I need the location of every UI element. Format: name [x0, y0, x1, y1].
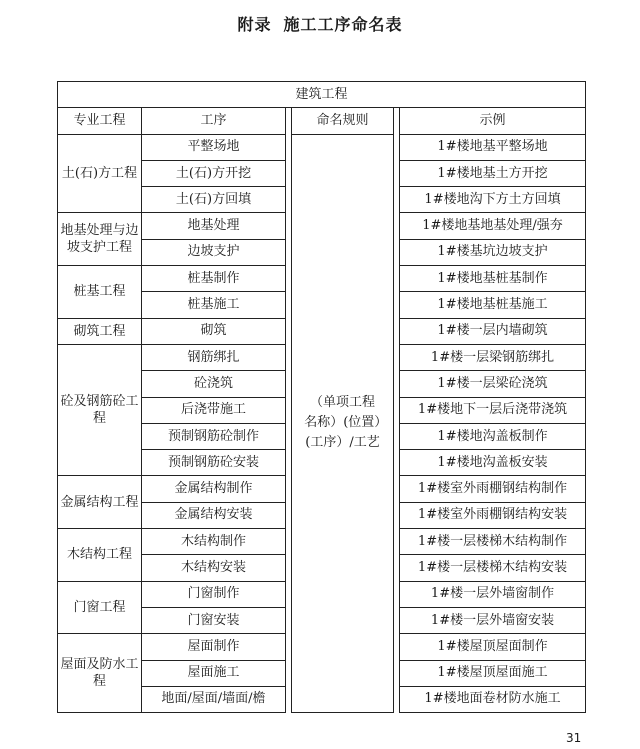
page-number: 31	[566, 731, 582, 745]
discipline-cell: 砌筑工程	[58, 318, 142, 344]
example-cell: 1#楼地沟盖板制作	[400, 423, 586, 449]
example-cell: 1#楼地下一层后浇带浇筑	[400, 397, 586, 423]
process-cell: 木结构制作	[142, 529, 286, 555]
process-cell: 屋面制作	[142, 634, 286, 660]
example-cell: 1#楼一层梁钢筋绑扎	[400, 344, 586, 370]
discipline-cell: 砼及钢筋砼工程	[58, 344, 142, 475]
process-cell: 土(石)方回填	[142, 187, 286, 213]
process-cell: 砌筑	[142, 318, 286, 344]
example-cell: 1#楼地基土方开挖	[400, 160, 586, 186]
example-cell: 1#楼一层楼梯木结构安装	[400, 555, 586, 581]
example-cell: 1#楼地基地基处理/强夯	[400, 213, 586, 239]
process-cell: 金属结构安装	[142, 502, 286, 528]
discipline-cell: 桩基工程	[58, 266, 142, 319]
section-header-row	[58, 82, 586, 108]
process-cell: 预制钢筋砼安装	[142, 450, 286, 476]
example-cell: 1#楼室外雨棚钢结构安装	[400, 502, 586, 528]
process-cell: 砼浇筑	[142, 371, 286, 397]
title-part-1: 附录	[237, 15, 272, 34]
example-cell: 1#楼地沟下方土方回填	[400, 187, 586, 213]
example-cell: 1#楼一层楼梯木结构制作	[400, 529, 586, 555]
discipline-cell: 地基处理与边坡支护工程	[58, 213, 142, 266]
section-header: 建筑工程	[58, 82, 586, 108]
table-body	[58, 134, 586, 713]
discipline-cell: 土(石)方工程	[58, 134, 142, 213]
example-cell: 1#楼一层梁砼浇筑	[400, 371, 586, 397]
example-cell: 1#楼地基桩基施工	[400, 292, 586, 318]
column-header-discipline: 专业工程	[58, 108, 142, 134]
example-cell: 1#楼屋顶屋面施工	[400, 660, 586, 686]
process-cell: 桩基施工	[142, 292, 286, 318]
process-cell: 门窗安装	[142, 607, 286, 633]
process-cell: 屋面施工	[142, 660, 286, 686]
example-cell: 1#楼一层外墙窗制作	[400, 581, 586, 607]
process-cell: 后浇带施工	[142, 397, 286, 423]
discipline-cell: 木结构工程	[58, 529, 142, 582]
process-cell: 土(石)方开挖	[142, 160, 286, 186]
example-cell: 1#楼屋顶屋面制作	[400, 634, 586, 660]
process-cell: 金属结构制作	[142, 476, 286, 502]
example-cell: 1#楼基坑边坡支护	[400, 239, 586, 265]
process-cell: 门窗制作	[142, 581, 286, 607]
column-header-row	[58, 108, 586, 134]
table-row	[58, 134, 586, 160]
example-cell: 1#楼地基平整场地	[400, 134, 586, 160]
example-cell: 1#楼一层内墙砌筑	[400, 318, 586, 344]
discipline-cell: 屋面及防水工程	[58, 634, 142, 713]
process-naming-table	[57, 81, 586, 713]
discipline-cell: 金属结构工程	[58, 476, 142, 529]
process-cell: 平整场地	[142, 134, 286, 160]
column-header-rule: 命名规则	[292, 108, 394, 134]
process-cell: 钢筋绑扎	[142, 344, 286, 370]
column-header-example: 示例	[400, 108, 586, 134]
example-cell: 1#楼一层外墙窗安装	[400, 607, 586, 633]
process-cell: 木结构安装	[142, 555, 286, 581]
process-cell: 地基处理	[142, 213, 286, 239]
naming-rule-cell: （单项工程名称）(位置）(工序）/工艺	[292, 134, 394, 713]
process-cell: 预制钢筋砼制作	[142, 423, 286, 449]
process-cell: 边坡支护	[142, 239, 286, 265]
page-title	[0, 12, 640, 35]
title-part-2: 施工工序命名表	[283, 15, 403, 34]
process-cell: 桩基制作	[142, 266, 286, 292]
discipline-cell: 门窗工程	[58, 581, 142, 634]
example-cell: 1#楼地面卷材防水施工	[400, 686, 586, 712]
example-cell: 1#楼地沟盖板安装	[400, 450, 586, 476]
process-cell: 地面/屋面/墙面/檐	[142, 686, 286, 712]
column-header-process: 工序	[142, 108, 286, 134]
example-cell: 1#楼地基桩基制作	[400, 266, 586, 292]
example-cell: 1#楼室外雨棚钢结构制作	[400, 476, 586, 502]
